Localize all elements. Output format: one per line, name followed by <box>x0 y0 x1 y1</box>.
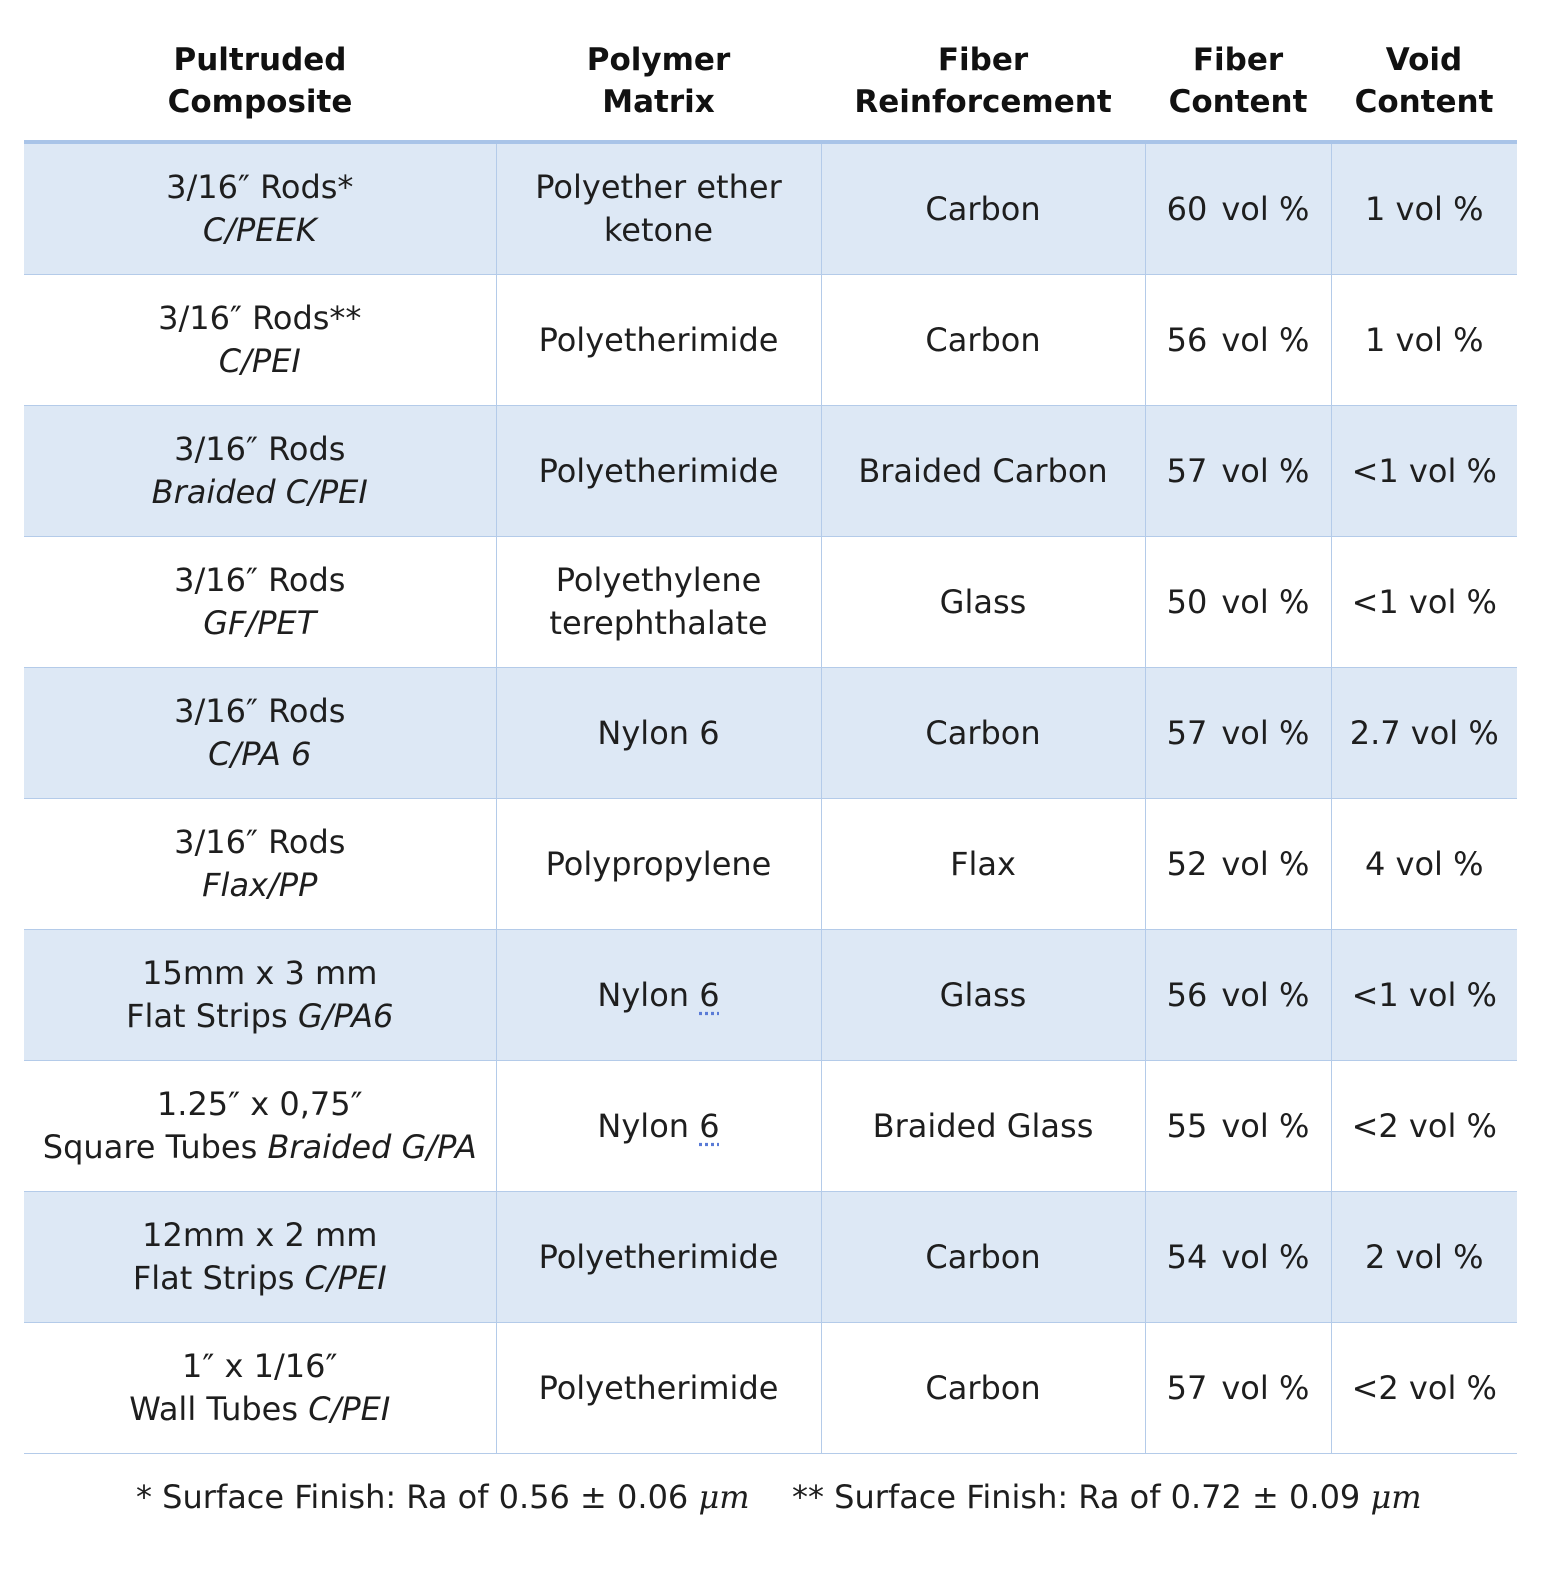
fiber-content-value: 57 <box>1166 713 1208 752</box>
composite-type-code: C/PEEK <box>202 211 317 249</box>
fiber-content-value: 52 <box>1166 844 1208 883</box>
cell-fiber-content <box>1145 406 1331 537</box>
cell-composite <box>24 275 496 406</box>
composites-table-container <box>24 22 1517 1454</box>
pultruded-composites-table <box>24 22 1517 1454</box>
footnote-unit-1: μm <box>698 1478 750 1516</box>
cell-composite <box>24 1323 496 1454</box>
fiber-content-unit: vol % <box>1221 713 1310 752</box>
cell-fiber-reinforcement: Braided Carbon <box>821 406 1145 537</box>
cell-composite <box>24 1192 496 1323</box>
composite-type <box>30 1257 490 1300</box>
fiber-content-value: 57 <box>1166 451 1208 490</box>
cell-composite <box>24 537 496 668</box>
cell-composite <box>24 1061 496 1192</box>
cell-fiber-reinforcement: Carbon <box>821 275 1145 406</box>
cell-fiber-reinforcement: Flax <box>821 799 1145 930</box>
composite-type-code: C/PEI <box>308 1390 391 1428</box>
composite-type-prefix: Square Tubes <box>42 1128 268 1166</box>
cell-fiber-reinforcement: Glass <box>821 930 1145 1061</box>
composite-type-code: Braided C/PEI <box>151 473 368 511</box>
composite-type <box>30 995 490 1038</box>
cell-fiber-content <box>1145 537 1331 668</box>
matrix-name: Nylon <box>597 1106 700 1145</box>
composite-type-code: C/PEI <box>304 1259 387 1297</box>
cell-composite <box>24 406 496 537</box>
composite-size: 15mm x 3 mm <box>142 954 378 992</box>
header-fiber-reinforcement: Fiber Reinforcement <box>821 22 1145 142</box>
cell-polymer-matrix <box>496 1061 821 1192</box>
composite-size: 3/16″ Rods <box>174 692 346 730</box>
fiber-content-unit: vol % <box>1221 1106 1310 1145</box>
fiber-content-unit: vol % <box>1221 582 1310 621</box>
composite-type <box>30 340 490 383</box>
matrix-name: Nylon <box>597 975 700 1014</box>
composite-type <box>30 733 490 776</box>
composite-type-code: C/PEI <box>218 342 301 380</box>
cell-fiber-content <box>1145 1323 1331 1454</box>
composite-size: 3/16″ Rods <box>174 561 346 599</box>
cell-polymer-matrix <box>496 1192 821 1323</box>
fiber-content-value: 54 <box>1166 1237 1208 1276</box>
fiber-content-unit: vol % <box>1221 844 1310 883</box>
cell-polymer-matrix <box>496 930 821 1061</box>
footnote-surface-finish-1: * Surface Finish: Ra of 0.56 ± 0.06 μm <box>136 1478 750 1516</box>
table-row <box>24 142 1517 275</box>
matrix-line-1: Polyethylene <box>555 561 762 599</box>
fiber-content-value: 56 <box>1166 975 1208 1014</box>
table-body <box>24 142 1517 1454</box>
composite-type <box>30 209 490 252</box>
cell-void-content: <2 vol % <box>1331 1061 1517 1192</box>
matrix-line-2: ketone <box>603 211 714 249</box>
fiber-content-unit: vol % <box>1221 189 1310 228</box>
matrix-line-1: Polyetherimide <box>538 320 779 359</box>
fiber-content-unit: vol % <box>1221 451 1310 490</box>
fiber-content-value: 60 <box>1166 189 1208 228</box>
composite-type-code: Braided G/PA <box>267 1128 477 1166</box>
table-row <box>24 1323 1517 1454</box>
matrix-line-2: terephthalate <box>549 604 768 642</box>
matrix-line-1 <box>503 974 815 1017</box>
cell-fiber-reinforcement: Carbon <box>821 1192 1145 1323</box>
matrix-line-1: Polyetherimide <box>538 1368 779 1407</box>
cell-polymer-matrix <box>496 275 821 406</box>
cell-composite <box>24 799 496 930</box>
cell-void-content: <1 vol % <box>1331 930 1517 1061</box>
matrix-line-1: Polyetherimide <box>538 1237 779 1276</box>
cell-fiber-content <box>1145 1192 1331 1323</box>
cell-composite <box>24 668 496 799</box>
matrix-line-1: Nylon 6 <box>597 713 720 752</box>
matrix-line-1 <box>503 1105 815 1148</box>
composite-type-prefix: Flat Strips <box>132 1259 305 1297</box>
composite-type-code: GF/PET <box>203 604 317 642</box>
fiber-content-unit: vol % <box>1221 320 1310 359</box>
table-row <box>24 275 1517 406</box>
footnote-surface-finish-2: ** Surface Finish: Ra of 0.72 ± 0.09 μm <box>792 1478 1422 1516</box>
composite-type-code: G/PA6 <box>297 997 394 1035</box>
footnotes <box>0 1452 1559 1542</box>
cell-void-content: 2 vol % <box>1331 1192 1517 1323</box>
table-row <box>24 668 1517 799</box>
cell-fiber-reinforcement: Glass <box>821 537 1145 668</box>
composite-type <box>30 602 490 645</box>
composite-type <box>30 1388 490 1431</box>
composite-size: 1″ x 1/16″ <box>182 1347 338 1385</box>
matrix-grade: 6 <box>699 975 720 1014</box>
cell-polymer-matrix <box>496 668 821 799</box>
header-polymer-matrix: Polymer Matrix <box>496 22 821 142</box>
matrix-line-1: Polyetherimide <box>538 451 779 490</box>
fiber-content-unit: vol % <box>1221 1237 1310 1276</box>
cell-fiber-reinforcement: Carbon <box>821 668 1145 799</box>
cell-polymer-matrix <box>496 406 821 537</box>
cell-composite <box>24 930 496 1061</box>
cell-polymer-matrix <box>496 142 821 275</box>
cell-fiber-reinforcement: Carbon <box>821 1323 1145 1454</box>
fiber-content-value: 55 <box>1166 1106 1208 1145</box>
table-row <box>24 1192 1517 1323</box>
cell-fiber-reinforcement: Carbon <box>821 142 1145 275</box>
fiber-content-value: 57 <box>1166 1368 1208 1407</box>
header-row <box>24 22 1517 142</box>
composite-type <box>30 864 490 907</box>
table-row <box>24 930 1517 1061</box>
composite-size: 3/16″ Rods <box>174 430 346 468</box>
matrix-grade: 6 <box>699 1106 720 1145</box>
cell-fiber-content <box>1145 275 1331 406</box>
cell-fiber-reinforcement: Braided Glass <box>821 1061 1145 1192</box>
fiber-content-value: 50 <box>1166 582 1208 621</box>
cell-void-content: 4 vol % <box>1331 799 1517 930</box>
cell-void-content: <2 vol % <box>1331 1323 1517 1454</box>
fiber-content-unit: vol % <box>1221 975 1310 1014</box>
composite-type-prefix: Wall Tubes <box>129 1390 309 1428</box>
cell-fiber-content <box>1145 930 1331 1061</box>
cell-polymer-matrix <box>496 799 821 930</box>
composite-type <box>30 471 490 514</box>
table-row <box>24 537 1517 668</box>
matrix-line-1: Polypropylene <box>545 844 772 883</box>
composite-type-prefix: Flat Strips <box>126 997 298 1035</box>
cell-polymer-matrix <box>496 537 821 668</box>
table-row <box>24 799 1517 930</box>
table-row <box>24 1061 1517 1192</box>
cell-composite <box>24 142 496 275</box>
composite-size: 12mm x 2 mm <box>142 1216 378 1254</box>
composite-size: 3/16″ Rods** <box>158 299 362 337</box>
table-row <box>24 406 1517 537</box>
cell-fiber-content <box>1145 668 1331 799</box>
fiber-content-value: 56 <box>1166 320 1208 359</box>
header-pultruded-composite: Pultruded Composite <box>24 22 496 142</box>
header-void-content: Void Content <box>1331 22 1517 142</box>
cell-void-content: <1 vol % <box>1331 537 1517 668</box>
cell-void-content: 1 vol % <box>1331 275 1517 406</box>
composite-size: 1.25″ x 0,75″ <box>156 1085 363 1123</box>
composite-size: 3/16″ Rods* <box>166 168 354 206</box>
composite-type <box>30 1126 490 1169</box>
matrix-line-1: Polyether ether <box>535 168 782 206</box>
cell-fiber-content <box>1145 799 1331 930</box>
composite-type-code: Flax/PP <box>202 866 318 904</box>
fiber-content-unit: vol % <box>1221 1368 1310 1407</box>
composite-type-code: C/PA 6 <box>208 735 312 773</box>
cell-void-content: <1 vol % <box>1331 406 1517 537</box>
cell-void-content: 1 vol % <box>1331 142 1517 275</box>
cell-polymer-matrix <box>496 1323 821 1454</box>
cell-void-content: 2.7 vol % <box>1331 668 1517 799</box>
cell-fiber-content <box>1145 1061 1331 1192</box>
footnote-unit-2: μm <box>1370 1478 1422 1516</box>
composite-size: 3/16″ Rods <box>174 823 346 861</box>
header-fiber-content: Fiber Content <box>1145 22 1331 142</box>
cell-fiber-content <box>1145 142 1331 275</box>
